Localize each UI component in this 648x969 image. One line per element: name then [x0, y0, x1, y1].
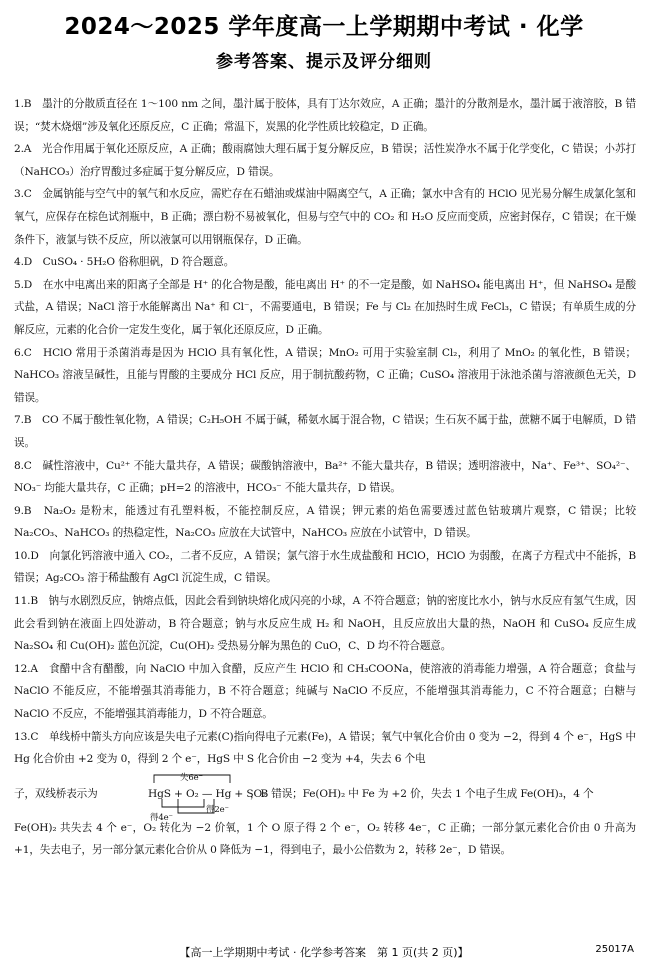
double-bridge-diagram	[144, 771, 267, 823]
double-bridge-line	[14, 771, 636, 823]
bridge-lead-text: 子，双线桥表示为	[14, 787, 98, 800]
page-footer: 【高一上学期期中考试 · 化学参考答案 第 1 页(共 2 页)】	[179, 946, 469, 959]
answer-item-4: 4.D CuSO₄ · 5H₂O 俗称胆矾，D 符合题意。	[14, 256, 235, 269]
answer-item-10: 10.D 向氯化钙溶液中通入 CO₂，二者不反应，A 错误；氯气溶于水生成盐酸和 HClO，HClO 为弱酸，在离子方程式中不能拆，B 错误；Ag₂CO₃ 溶于稀盐酸有 AgCl 沉淀生成，C 错误。	[14, 549, 636, 585]
page-subtitle: 参考答案、提示及评分细则	[216, 52, 432, 72]
page-title: 2024～2025 学年度高一上学期期中考试 · 化学	[64, 14, 584, 40]
answer-item-11: 11.B 钠与水剧烈反应，钠熔点低，因此会看到钠块熔化成闪亮的小球，A 不符合题意；钠的密度比水小，钠与水反应有氢气生成，因此会看到钠在液面上四处游动，B 符合题意；钠与水反应生成 H₂ 和 NaOH，且反应放出大量的热，NaOH 和 CuSO₄ 反应生成 Na₂SO₄ 和 Cu(OH)₂ 蓝色沉淀，Cu(OH)₂ 受热易分解为黑色的 CuO，C、D 均不符合题意。	[14, 595, 636, 653]
reaction-formula: HgS + O₂ — Hg + SO₂	[148, 787, 267, 800]
paper-code: 25017A	[595, 944, 634, 955]
bridge-label-gain-hg: 得2e⁻	[206, 804, 229, 815]
answer-item-13: 13.C 单线桥中箭头方向应该是失电子元素(C)指向得电子元素(Fe)，A 错误；氧气中氧化合价由 0 变为 −2，得到 4 个 e⁻，HgS 中 Hg 化合价由 +2 变为 0，得到 2 个 e⁻，HgS 中 S 化合价由 −2 变为 +4，失去 6 个电	[14, 730, 636, 766]
answer-item-1: 1.B 墨汁的分散质直径在 1～100 nm 之间，墨汁属于胶体，具有丁达尔效应，A 正确；墨汁的分散剂是水，墨汁属于液溶胶，B 错误；“焚木烧烟”涉及氧化还原反应，C 正确；常温下，炭黑的化学性质比较稳定，D 正确。	[14, 98, 636, 133]
answer-item-13-tail: Fe(OH)₂ 共失去 4 个 e⁻，O₂ 转化为 −2 价氧，1 个 O 原子得 2 个 e⁻，O₂ 转移 4e⁻，C 正确；一部分氯元素化合价由 0 升高为 +1，失去电子，另一部分氯元素化合价从 0 降低为 −1，得到电子，最小公倍数为 2，转移 2e⁻，D 错误。	[14, 821, 636, 857]
answer-item-2: 2.A 光合作用属于氧化还原反应，A 正确；酸雨腐蚀大理石属于复分解反应，B 错误；活性炭净水不属于化学变化，C 错误；小苏打（NaHCO₃）治疗胃酸过多症属于复分解反应，D 错误。	[14, 143, 636, 178]
answer-item-5: 5.D 在水中电离出来的阳离子全部是 H⁺ 的化合物是酸，能电离出 H⁺ 的不一定是酸，如 NaHSO₄ 能电离出 H⁺，但 NaHSO₄ 是酸式盐，A 错误；NaCl 溶于水能解离出 Na⁺ 和 Cl⁻，不需要通电，B 错误；Fe 与 Cl₂ 在加热时生成 FeCl₃，C 错误；有单质生成的分解反应，元素的化合价一定发生变化，属于氧化还原反应，D 正确。	[14, 278, 636, 336]
answer-item-12: 12.A 食醋中含有醋酸，向 NaClO 中加入食醋，反应产生 HClO 和 CH₃COONa，使溶液的消毒能力增强，A 符合题意；食盐与 NaClO 不能反应，不能增强其消毒能力，B 不符合题意；纯碱与 NaClO 不反应，不能增强其消毒能力，C 不符合题意；白糖与 NaClO 不反应，不能增强其消毒能力，D 不符合题意。	[14, 662, 636, 721]
answer-item-9: 9.B Na₂O₂ 是粉末，能透过有孔塑料板，不能控制反应，A 错误；钾元素的焰色需要透过蓝色钴玻璃片观察，C 错误；比较 Na₂CO₃、NaHCO₃ 的热稳定性，Na₂CO₃ 应放在大试管中，NaHCO₃ 应放在小试管中，D 错误。	[14, 504, 636, 540]
bridge-label-gain-o: 得4e⁻	[150, 812, 173, 823]
answer-item-3: 3.C 金属钠能与空气中的氧气和水反应，需贮存在石蜡油或煤油中隔离空气，A 正确；氯水中含有的 HClO 见光易分解生成氯化氢和氧气，应保存在棕色试剂瓶中，B 正确；漂白粉不易被氧化，但易与空气中的 CO₂ 和 H₂O 反应而变质，应密封保存，C 错误；在干燥条件下，液氯与铁不反应，所以液氯可以用钢瓶保存，D 正确。	[14, 188, 636, 246]
bridge-trail-text: ，B 错误；Fe(OH)₂ 中 Fe 为 +2 价，失去 1 个电子生成 Fe(OH)₃，4 个	[250, 787, 594, 800]
answer-item-8: 8.C 碱性溶液中，Cu²⁺ 不能大量共存，A 错误；碳酸钠溶液中，Ba²⁺ 不能大量共存，B 错误；透明溶液中，Na⁺、Fe³⁺、SO₄²⁻、NO₃⁻ 均能大量共存，C 正确；pH=2 的溶液中，HCO₃⁻ 不能大量共存，D 错误。	[14, 459, 636, 495]
bridge-label-lose: 失6e⁻	[180, 772, 203, 783]
answer-item-7: 7.B CO 不属于酸性氧化物，A 错误；C₂H₅OH 不属于碱，稀氨水属于混合物，C 错误；生石灰不属于盐，蔗糖不属于电解质，D 错误。	[14, 414, 636, 449]
answer-item-6: 6.C HClO 常用于杀菌消毒是因为 HClO 具有氧化性，A 错误；MnO₂ 可用于实验室制 Cl₂，利用了 MnO₂ 的氧化性，B 错误；NaHCO₃ 溶液呈碱性，且能与胃酸的主要成分 HCl 反应，用于制抗酸药物，C 正确；CuSO₄ 溶液用于泳池杀菌与溶液颜色无关，D 错误。	[14, 346, 636, 404]
answer-body	[14, 93, 636, 862]
